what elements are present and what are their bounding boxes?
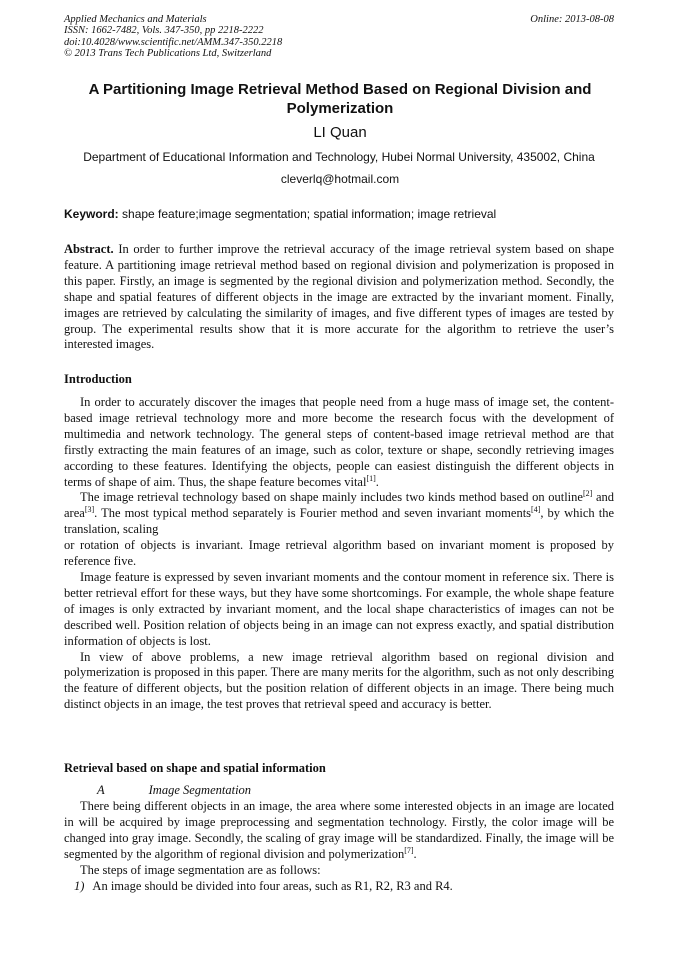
step-1-number: 1) <box>74 879 85 893</box>
keyword-label: Keyword: <box>64 207 119 221</box>
intro-paragraph-2: The image retrieval technology based on shape mainly includes two kinds method based on outline[2] and area[3]. The most typical method separately is Fourier method and seven invariant moments[4], by which the translation, scaling <box>64 489 614 537</box>
abstract-label: Abstract. <box>64 242 114 256</box>
doi-line[interactable]: doi:10.4028/www.scientific.net/AMM.347-350.2218 <box>64 36 283 48</box>
abstract-text: In order to further improve the retrieval accuracy of the image retrieval system based on shape feature. A partitioning image retrieval method based on regional division and polymerization is proposed in this paper. Firstly, an image is segmented by the regional division and polymerization method. Secondly, the shape and spatial features of different objects in the image are extracted by the invariant moment. Finally, images are retrieved by calculating the similarity of images, and five different types of images are tested by group. The experimental results show that it is more accurate for the algorithm to retrieve the user’s interested images. <box>64 242 614 352</box>
intro-paragraph-4: In view of above problems, a new image retrieval algorithm based on regional division and polymerization is proposed in this paper. There are many merits for the algorithm, such as not only describing the feature of different objects, but the position relation of different objects in an image. There being much distinct objects in an image, the test proves that retrieval speed and accuracy is better. <box>64 649 614 712</box>
intro-paragraph-3: Image feature is expressed by seven invariant moments and the contour moment in reference six. There is better retrieval effort for these ways, but they have some shortcomings. For example, the whole shape feature of images is only extracted by invariant moment, and the local shape characteristics of images can not be described well. Position relation of objects being in an image can not express exactly, and spatial distribution information of objects is lost. <box>64 569 614 648</box>
author-name: LI Quan <box>313 124 367 141</box>
copyright-line: © 2013 Trans Tech Publications Ltd, Switzerland <box>64 48 272 60</box>
segmentation-section <box>64 799 614 879</box>
citation-4[interactable]: [4] <box>531 505 541 515</box>
citation-7[interactable]: [7] <box>404 845 414 855</box>
journal-name: Applied Mechanics and Materials <box>64 14 207 25</box>
author-affiliation: Department of Educational Information and Technology, Hubei Normal University, 435002, China <box>83 150 595 164</box>
segmentation-paragraph-2: The steps of image segmentation are as follows: <box>80 862 321 877</box>
journal-header <box>64 14 616 60</box>
intro-paragraph-1: In order to accurately discover the images that people need from a huge mass of image set, the content-based image retrieval technology more and more become the research focus with the development of multimedia and network technology. The general steps of content-based image retrieval method are that firstly extracting the main features of an image, such as color, texture or shape, secondly retrieving images according to these features. Identifying the objects, people can easiest distinguish the different objects in terms of shape of aim. Thus, the shape feature becomes vital[1]. <box>64 395 614 489</box>
segmentation-paragraph-1: There being different objects in an image, the area where some interested objects in an image are located in will be acquired by image preprocessing and segmentation technology. Firstly, the color image will be changed into gray image. Secondly, the scaling of gray image will be standardized. Finally, the image will be segmented by the algorithm of regional division and polymerization[7]. <box>64 799 614 861</box>
keyword-text: shape feature;image segmentation; spatial information; image retrieval <box>118 207 497 221</box>
issn-line: ISSN: 1662-7482, Vols. 347-350, pp 2218-2222 <box>64 25 264 37</box>
intro-heading: Introduction <box>64 372 132 386</box>
online-date: Online: 2013-08-08 <box>530 14 614 25</box>
subsection-letter: A <box>97 783 105 797</box>
subsection-title: Image Segmentation <box>148 783 252 797</box>
citation-1[interactable]: [1] <box>366 473 376 483</box>
subsection-heading <box>97 783 251 798</box>
keywords <box>64 207 624 221</box>
intro-paragraph-2-continued: or rotation of objects is invariant. Image retrieval algorithm based on invariant moment is proposed by reference five. <box>64 538 614 569</box>
retrieval-heading: Retrieval based on shape and spatial information <box>64 761 326 775</box>
paper-title: A Partitioning Image Retrieval Method Based on Regional Division and Polymerization <box>88 81 592 117</box>
step-1-text: An image should be divided into four areas, such as R1, R2, R3 and R4. <box>92 879 453 893</box>
introduction-section <box>64 395 614 713</box>
citation-2[interactable]: [2] <box>582 489 593 499</box>
step-1 <box>74 879 453 894</box>
author-email[interactable]: cleverlq@hotmail.com <box>280 172 400 186</box>
abstract <box>64 242 614 353</box>
citation-3[interactable]: [3] <box>84 505 95 515</box>
